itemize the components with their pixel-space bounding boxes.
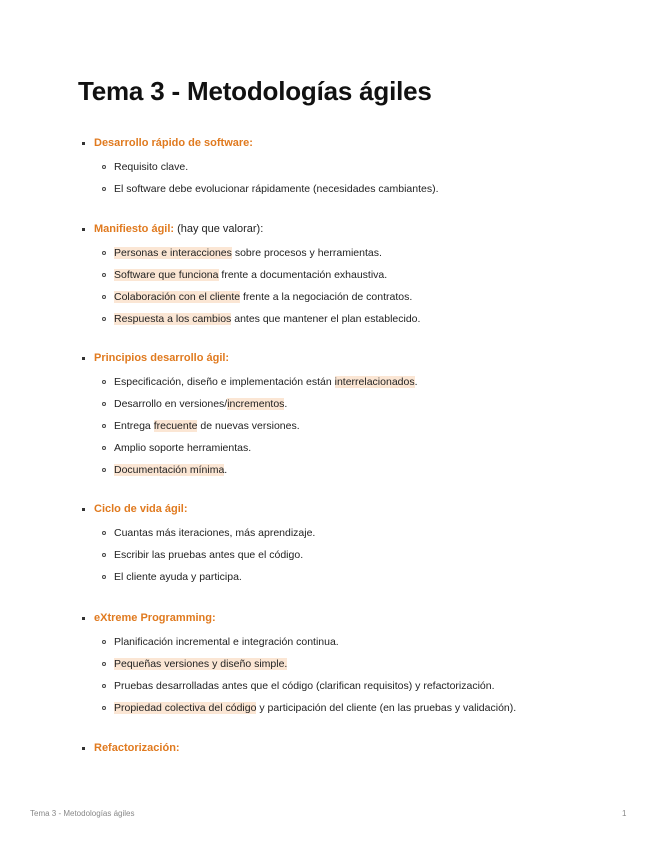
circle-bullet-icon <box>102 640 106 644</box>
text: sobre procesos y herramientas. <box>231 247 382 259</box>
circle-bullet-icon <box>102 187 106 191</box>
highlighted-text: Respuesta a los cambios <box>114 313 232 325</box>
section <box>82 502 622 588</box>
highlighted-text: Colaboración con el cliente <box>114 291 241 303</box>
text: frente a documentación exhaustiva. <box>218 269 388 281</box>
circle-bullet-icon <box>102 706 106 710</box>
heading-text: Refactorización: <box>94 742 180 754</box>
circle-bullet-icon <box>102 553 106 557</box>
list-item <box>82 697 622 719</box>
list-item <box>82 242 622 264</box>
list-item <box>82 544 622 566</box>
section <box>82 741 622 761</box>
highlighted-text: interrelacionados <box>334 376 415 388</box>
text: . <box>414 376 418 388</box>
heading-text: Manifiesto ágil: <box>94 223 175 235</box>
circle-bullet-icon <box>102 424 106 428</box>
list-item <box>82 286 622 308</box>
list-item <box>82 631 622 653</box>
circle-bullet-icon <box>102 165 106 169</box>
list-item <box>82 653 622 675</box>
text: . <box>224 464 228 476</box>
text: El cliente ayuda y participa. <box>114 571 242 583</box>
circle-bullet-icon <box>102 402 106 406</box>
text: Planificación incremental e integración continua. <box>114 636 339 648</box>
section <box>82 351 622 481</box>
circle-bullet-icon <box>102 295 106 299</box>
list-item <box>82 459 622 481</box>
section-heading <box>82 222 622 236</box>
circle-bullet-icon <box>102 273 106 277</box>
square-bullet-icon <box>82 357 85 360</box>
square-bullet-icon <box>82 142 85 145</box>
footer-title: Tema 3 - Metodologías ágiles <box>30 809 135 818</box>
text: Entrega <box>114 420 154 432</box>
text: Desarrollo en versiones/ <box>114 398 228 410</box>
section <box>82 136 622 200</box>
text: . <box>284 398 288 410</box>
heading-text: Desarrollo rápido de software: <box>94 137 253 149</box>
text: Requisito clave. <box>114 161 189 173</box>
text: El software debe evolucionar rápidamente (necesidades cambiantes). <box>114 183 439 195</box>
circle-bullet-icon <box>102 575 106 579</box>
highlighted-text: Personas e interacciones <box>114 247 232 259</box>
list-item <box>82 371 622 393</box>
list-item <box>82 566 622 588</box>
text: frente a la negociación de contratos. <box>240 291 413 303</box>
list-item <box>82 264 622 286</box>
heading-note: (hay que valorar): <box>177 223 264 235</box>
text: Especificación, diseño e implementación están <box>114 376 335 388</box>
page-title: Tema 3 - Metodologías ágiles <box>78 76 432 106</box>
heading-text: eXtreme Programming: <box>94 612 216 624</box>
highlighted-text: Documentación mínima <box>114 464 225 476</box>
highlighted-text: Software que funciona <box>114 269 219 281</box>
circle-bullet-icon <box>102 531 106 535</box>
list-item <box>82 522 622 544</box>
text: Pruebas desarrolladas antes que el código (clarifican requisitos) y refactorización. <box>114 680 495 692</box>
section <box>82 611 622 719</box>
section-heading <box>82 502 622 516</box>
heading-text: Ciclo de vida ágil: <box>94 503 188 515</box>
circle-bullet-icon <box>102 446 106 450</box>
text: y participación del cliente (en las pruebas y validación). <box>256 702 517 714</box>
list-item <box>82 437 622 459</box>
list-item <box>82 393 622 415</box>
section-heading <box>82 611 622 625</box>
highlighted-text: frecuente <box>153 420 198 432</box>
page-number: 1 <box>622 809 627 818</box>
circle-bullet-icon <box>102 684 106 688</box>
highlighted-text: incrementos <box>227 398 285 410</box>
circle-bullet-icon <box>102 662 106 666</box>
circle-bullet-icon <box>102 251 106 255</box>
text: Amplio soporte herramientas. <box>114 442 252 454</box>
highlighted-text: Pequeñas versiones y diseño simple. <box>114 658 288 670</box>
list-item <box>82 308 622 330</box>
section-heading <box>82 741 622 755</box>
section <box>82 222 622 330</box>
text: Cuantas más iteraciones, más aprendizaje. <box>114 527 316 539</box>
heading-text: Principios desarrollo ágil: <box>94 352 230 364</box>
circle-bullet-icon <box>102 380 106 384</box>
list-item <box>82 178 622 200</box>
list-item <box>82 675 622 697</box>
text: de nuevas versiones. <box>197 420 300 432</box>
circle-bullet-icon <box>102 317 106 321</box>
text: antes que mantener el plan establecido. <box>231 313 421 325</box>
circle-bullet-icon <box>102 468 106 472</box>
square-bullet-icon <box>82 617 85 620</box>
highlighted-text: Propiedad colectiva del código <box>114 702 257 714</box>
list-item <box>82 415 622 437</box>
square-bullet-icon <box>82 508 85 511</box>
square-bullet-icon <box>82 228 85 231</box>
section-heading <box>82 136 622 150</box>
text: Escribir las pruebas antes que el código. <box>114 549 304 561</box>
square-bullet-icon <box>82 747 85 750</box>
section-heading <box>82 351 622 365</box>
list-item <box>82 156 622 178</box>
